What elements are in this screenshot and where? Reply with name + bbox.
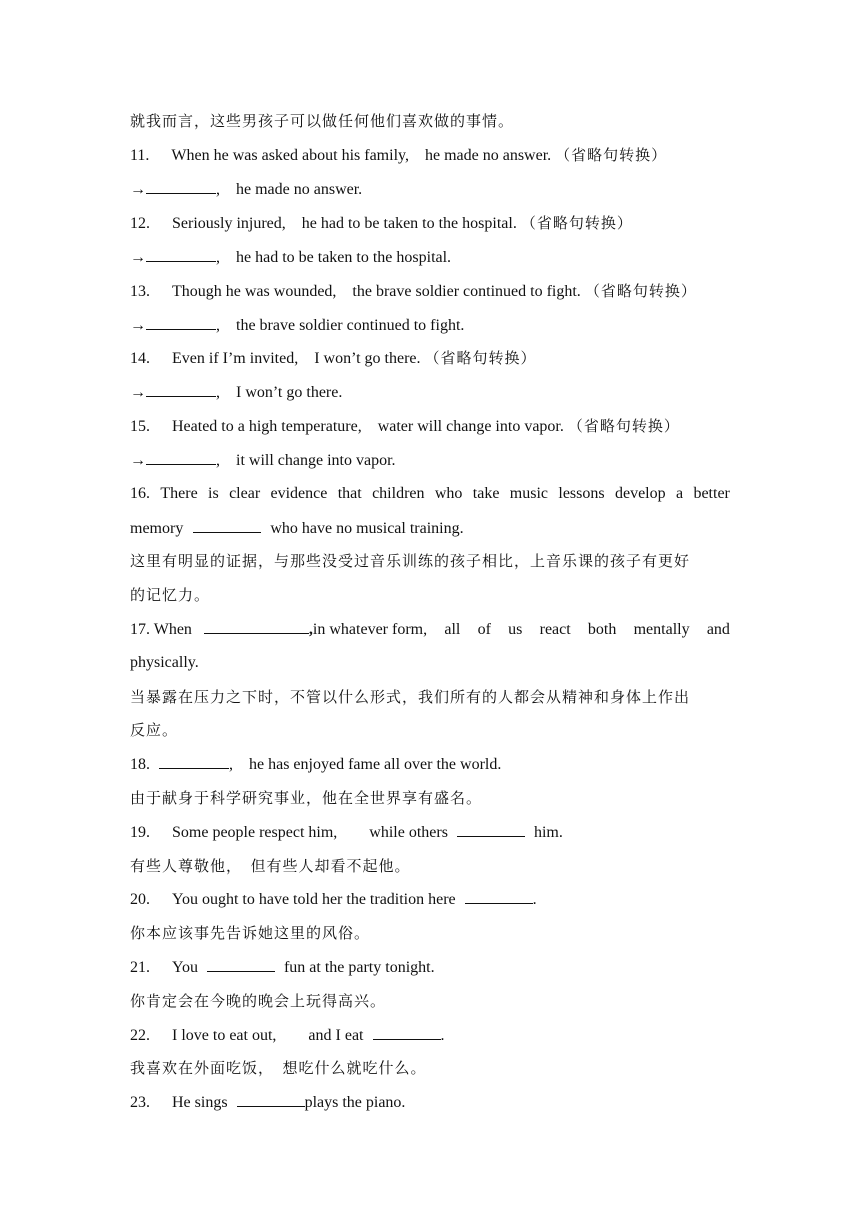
word: children xyxy=(372,485,425,502)
answer-blank[interactable] xyxy=(146,382,216,397)
question-text: Though he was wounded, the brave soldier continued to fight. xyxy=(172,283,581,300)
question-number: 15. xyxy=(130,418,150,435)
word: There xyxy=(160,485,198,502)
translation-line: 就我而言，这些男孩子可以做任何他们喜欢做的事情。 xyxy=(130,112,515,130)
answer-blank[interactable] xyxy=(207,957,275,972)
answer-line-11 xyxy=(130,179,730,200)
instruction-tag: （省略句转换） xyxy=(520,214,633,232)
translation-line: 这里有明显的证据，与那些没受过音乐训练的孩子相比，上音乐课的孩子有更好 xyxy=(130,552,691,570)
word: and xyxy=(706,621,730,638)
question-13 xyxy=(130,281,730,302)
question-text: him. xyxy=(533,824,563,841)
answer-text: , I won’t go there. xyxy=(216,384,343,401)
question-16 xyxy=(130,484,730,504)
arrow-icon: → xyxy=(130,384,146,401)
question-number: 23. xyxy=(130,1094,150,1111)
answer-blank[interactable] xyxy=(465,889,533,904)
instruction-tag: （省略句转换） xyxy=(555,146,668,164)
question-lead xyxy=(130,619,427,640)
answer-blank[interactable] xyxy=(204,619,309,634)
question-text: , he has enjoyed fame all over the world. xyxy=(229,756,502,773)
word: that xyxy=(337,485,362,502)
question-number: 20. xyxy=(130,891,150,908)
answer-blank[interactable] xyxy=(457,822,525,837)
question-text: He sings xyxy=(172,1094,228,1111)
instruction-tag: （省略句转换） xyxy=(424,349,537,367)
word: clear xyxy=(229,485,261,502)
word: evidence xyxy=(270,485,328,502)
comma: , xyxy=(308,621,313,638)
answer-blank[interactable] xyxy=(146,315,216,330)
question-text: fun at the party tonight. xyxy=(283,959,435,976)
question-text: When he was asked about his family, he made no answer. xyxy=(171,147,552,164)
instruction-tag: （省略句转换） xyxy=(584,282,697,300)
word: a xyxy=(675,485,684,502)
word: us xyxy=(508,621,523,638)
answer-line-13 xyxy=(130,315,730,336)
arrow-icon: → xyxy=(130,249,146,266)
question-text: memory xyxy=(130,520,184,537)
answer-line-14 xyxy=(130,382,730,403)
arrow-icon: → xyxy=(130,181,146,198)
question-text: Heated to a high temperature, water will change into vapor. xyxy=(172,418,564,435)
word: in whatever form, xyxy=(312,621,428,638)
word: all xyxy=(444,621,461,638)
translation-line: 我喜欢在外面吃饭， 想吃什么就吃什么。 xyxy=(130,1059,427,1077)
translation-line: 由于献身于科学研究事业，他在全世界享有盛名。 xyxy=(130,789,483,807)
word: develop xyxy=(614,485,666,502)
translation-line: 你本应该事先告诉她这里的风俗。 xyxy=(130,924,371,942)
translation-line: 你肯定会在今晚的晚会上玩得高兴。 xyxy=(130,992,387,1010)
answer-blank[interactable] xyxy=(237,1092,305,1107)
question-text: . xyxy=(440,1027,445,1044)
answer-blank[interactable] xyxy=(146,450,216,465)
question-21 xyxy=(130,957,730,978)
question-22 xyxy=(130,1025,730,1046)
word: who xyxy=(434,485,463,502)
answer-blank[interactable] xyxy=(373,1025,441,1040)
question-text: You ought to have told her the tradition here xyxy=(172,891,456,908)
translation-line: 的记忆力。 xyxy=(130,586,211,604)
word: both xyxy=(587,621,617,638)
instruction-tag: （省略句转换） xyxy=(567,417,680,435)
question-text: Even if I’m invited, I won’t go there. xyxy=(172,350,421,367)
question-17 xyxy=(130,619,730,640)
word: lessons xyxy=(558,485,605,502)
question-23 xyxy=(130,1092,730,1113)
translation-line: 有些人尊敬他， 但有些人却看不起他。 xyxy=(130,857,411,875)
question-number: 13. xyxy=(130,283,150,300)
question-text: Seriously injured, he had to be taken to the hospital. xyxy=(172,215,517,232)
question-text: Some people respect him, while others xyxy=(172,824,448,841)
question-15 xyxy=(130,416,730,437)
answer-text: , the brave soldier continued to fight. xyxy=(216,317,465,334)
question-number: 19. xyxy=(130,824,150,841)
question-14 xyxy=(130,348,730,369)
word: of xyxy=(477,621,491,638)
answer-text: , he made no answer. xyxy=(216,181,363,198)
word: better xyxy=(693,485,730,502)
answer-line-15 xyxy=(130,450,730,471)
question-20 xyxy=(130,889,730,910)
answer-text: , it will change into vapor. xyxy=(216,452,396,469)
question-19 xyxy=(130,822,730,843)
word: is xyxy=(208,485,219,502)
question-text: . xyxy=(532,891,537,908)
translation-line: 反应。 xyxy=(130,721,179,739)
question-18 xyxy=(130,754,730,775)
question-number: 22. xyxy=(130,1027,150,1044)
question-11 xyxy=(130,145,730,166)
question-number: 11. xyxy=(130,147,150,164)
question-text: who have no musical training. xyxy=(270,520,464,537)
question-number: 18. xyxy=(130,756,150,773)
word: music xyxy=(509,485,549,502)
answer-blank[interactable] xyxy=(146,247,216,262)
word: take xyxy=(472,485,500,502)
question-text: I love to eat out, and I eat xyxy=(172,1027,364,1044)
question-text: 17. When xyxy=(130,621,192,638)
question-17-cont: physically. xyxy=(130,654,199,671)
question-number: 14. xyxy=(130,350,150,367)
answer-blank[interactable] xyxy=(146,179,216,194)
word: 16. xyxy=(130,485,150,502)
answer-text: , he had to be taken to the hospital. xyxy=(216,249,452,266)
answer-blank[interactable] xyxy=(159,754,229,769)
question-number: 12. xyxy=(130,215,150,232)
question-number: 21. xyxy=(130,959,150,976)
question-text: You xyxy=(172,959,198,976)
arrow-icon: → xyxy=(130,452,146,469)
answer-line-12 xyxy=(130,247,730,268)
arrow-icon: → xyxy=(130,317,146,334)
translation-line: 当暴露在压力之下时，不管以什么形式，我们所有的人都会从精神和身体上作出 xyxy=(130,688,691,706)
word: react xyxy=(539,621,571,638)
word: mentally xyxy=(633,621,690,638)
question-text: plays the piano. xyxy=(304,1094,406,1111)
question-12 xyxy=(130,213,730,234)
answer-blank[interactable] xyxy=(193,518,261,533)
question-16-cont xyxy=(130,518,730,539)
